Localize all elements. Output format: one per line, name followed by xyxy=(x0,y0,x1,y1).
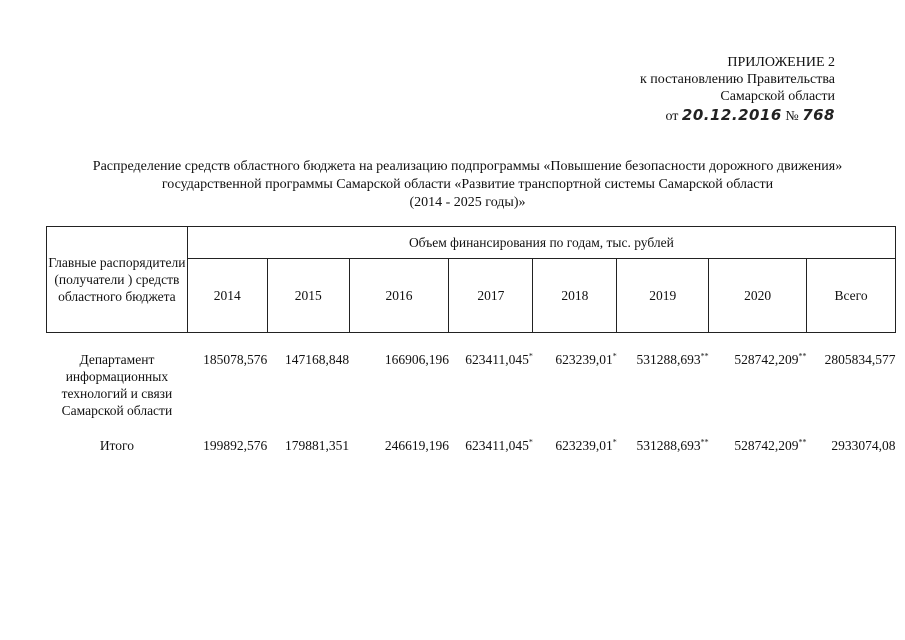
funding-table xyxy=(46,226,896,454)
row-label: Итого xyxy=(99,438,134,453)
handwritten-number: 768 xyxy=(802,106,835,124)
header-distributors: Главные распорядители (получатели ) средств областного бюджета xyxy=(47,227,188,333)
handwritten-date: 20.12.2016 xyxy=(681,106,782,124)
resolution-label: к постановлению Правительства xyxy=(639,72,835,87)
value-cell: 179881,351 xyxy=(285,438,350,453)
appendix-title: ПРИЛОЖЕНИЕ 2 xyxy=(727,55,835,70)
region-label: Самарской области xyxy=(720,89,835,104)
year-header: 2015 xyxy=(267,259,349,333)
appendix-block xyxy=(575,54,835,125)
number-prefix: № xyxy=(785,109,799,124)
value-cell: 531288,693** xyxy=(636,437,709,453)
title-line-1: Распределение средств областного бюджета на реализацию подпрограммы «Повышение безопасности дорожного движения» xyxy=(92,159,843,174)
total-cell: 2933074,08 xyxy=(831,438,896,453)
year-header: 2016 xyxy=(349,259,449,333)
total-cell: 2805834,577 xyxy=(824,352,896,367)
total-header: Всего xyxy=(807,259,896,333)
table-row xyxy=(47,351,896,423)
title-line-2: государственной программы Самарской области «Развитие транспортной системы Самарской области xyxy=(161,177,774,192)
value-cell: 199892,576 xyxy=(203,438,268,453)
value-cell: 528742,209** xyxy=(734,351,807,367)
value-cell: 623411,045* xyxy=(465,437,533,453)
value-cell: 531288,693** xyxy=(636,351,709,367)
date-prefix: от xyxy=(665,109,679,124)
row-label: Департамент информационных технологий и связи Самарской области xyxy=(61,352,173,418)
title-line-3: (2014 - 2025 годы)» xyxy=(409,195,526,210)
year-header: 2019 xyxy=(617,259,709,333)
value-cell: 147168,848 xyxy=(285,352,350,367)
year-header: 2018 xyxy=(533,259,617,333)
document-title xyxy=(40,158,895,212)
value-cell: 623239,01* xyxy=(555,351,617,367)
value-cell: 246619,196 xyxy=(384,438,449,453)
value-cell: 623411,045* xyxy=(465,351,533,367)
value-cell: 623239,01* xyxy=(555,437,617,453)
year-header: 2020 xyxy=(709,259,807,333)
value-cell: 528742,209** xyxy=(734,437,807,453)
year-header: 2014 xyxy=(187,259,267,333)
value-cell: 185078,576 xyxy=(203,352,268,367)
table-row-total xyxy=(47,423,896,454)
document-reference xyxy=(575,107,835,125)
header-funding: Объем финансирования по годам, тыс. рублей xyxy=(187,227,895,259)
value-cell: 166906,196 xyxy=(384,352,449,367)
year-header: 2017 xyxy=(449,259,533,333)
